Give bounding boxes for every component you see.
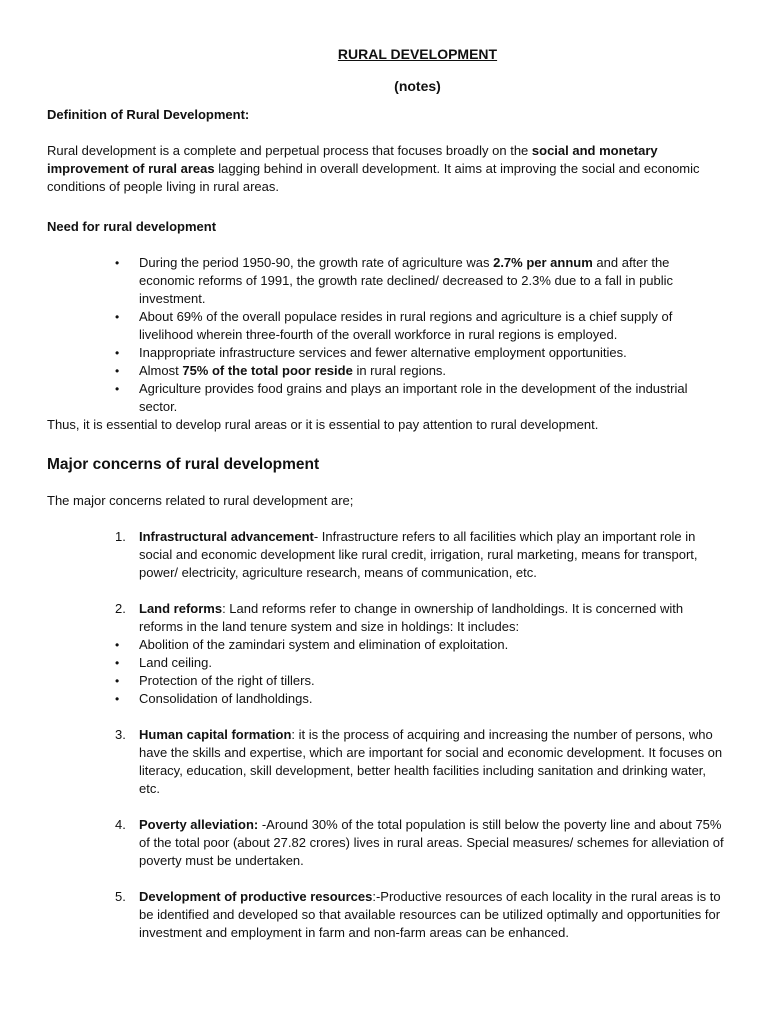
sublist-item bbox=[115, 672, 728, 690]
concern-title: Human capital formation bbox=[139, 727, 292, 742]
bullet-icon: • bbox=[115, 346, 120, 360]
concern-number: 3. bbox=[115, 727, 126, 742]
bullet-text: During the period 1950-90, the growth rate of agriculture was bbox=[139, 255, 494, 270]
concern-number: 1. bbox=[115, 529, 126, 544]
document-subtitle: (notes) bbox=[394, 78, 441, 94]
bullet-icon: • bbox=[115, 256, 120, 270]
concern-number: 5. bbox=[115, 889, 126, 904]
major-concerns-heading: Major concerns of rural development bbox=[47, 456, 320, 473]
concern-title: Land reforms bbox=[139, 601, 223, 616]
sublist-item bbox=[115, 654, 728, 672]
land-reforms-sublist bbox=[115, 636, 728, 708]
definition-text-b: lagging behind in overall development. It aims at improving the social and economic conditions of people living in rural areas. bbox=[47, 161, 700, 194]
bullet-text: and after the economic reforms of 1991, the growth rate declined/ decreased to 2.3% due to a fall in public investment. bbox=[139, 255, 674, 306]
bullet-bold: 2.7% per annum bbox=[493, 255, 593, 270]
bullet-text: in rural regions. bbox=[352, 363, 447, 378]
definition-heading: Definition of Rural Development: bbox=[47, 107, 250, 122]
concern-text: - Infrastructure refers to all facilities which play an important role in social and economic development like rural credit, irrigation, rural marketing, means for transport, power/ electricity, agriculture research, means of communication, etc. bbox=[139, 529, 698, 580]
major-concerns-intro: The major concerns related to rural development are; bbox=[47, 493, 354, 508]
need-bullet-item bbox=[115, 308, 728, 344]
concern-text: : Land reforms refer to change in ownership of landholdings. It is concerned with reforms in the land tenure system and size in holdings: It includes: bbox=[139, 601, 684, 634]
concern-title: Development of productive resources bbox=[139, 889, 373, 904]
bullet-icon: • bbox=[115, 638, 120, 652]
definition-bold: social and monetary improvement of rural areas bbox=[47, 143, 658, 176]
document-title: RURAL DEVELOPMENT bbox=[337, 46, 498, 62]
sublist-text: Consolidation of landholdings. bbox=[139, 691, 313, 706]
definition-paragraph bbox=[47, 142, 728, 196]
concern-title: Infrastructural advancement bbox=[139, 529, 314, 544]
bullet-icon: • bbox=[115, 310, 120, 324]
bullet-icon: • bbox=[115, 692, 120, 706]
concern-text: :-Productive resources of each locality in the rural areas is to be identified and developed so that available resources can be utilized optimally and opportunities for investment and employment in farm and non-farm areas can be enhanced. bbox=[139, 889, 721, 940]
need-heading: Need for rural development bbox=[47, 219, 217, 234]
sublist-item bbox=[115, 690, 728, 708]
bullet-text: Inappropriate infrastructure services and fewer alternative employment opportunities. bbox=[139, 345, 627, 360]
bullet-icon: • bbox=[115, 382, 120, 396]
sublist-text: Abolition of the zamindari system and elimination of exploitation. bbox=[139, 637, 509, 652]
concern-title: Poverty alleviation: bbox=[139, 817, 259, 832]
concern-text: -Around 30% of the total population is still below the poverty line and about 75% of the total poor (about 27.82 crores) lives in rural areas. Special measures/ schemes for alleviation of poverty must be undertaken. bbox=[139, 817, 724, 868]
bullet-text: About 69% of the overall populace resides in rural regions and agriculture is a chief supply of livelihood wherein three-fourth of the overall workforce in rural regions is employed. bbox=[139, 309, 673, 342]
bullet-text: Agriculture provides food grains and plays an important role in the development of the industrial sector. bbox=[139, 381, 688, 414]
concern-item-poverty bbox=[115, 816, 728, 870]
need-bullet-item bbox=[115, 380, 728, 416]
concern-item-infrastructure bbox=[115, 528, 728, 582]
concerns-list bbox=[47, 528, 728, 942]
bullet-icon: • bbox=[115, 674, 120, 688]
concern-item-productive-resources bbox=[115, 888, 728, 942]
bullet-icon: • bbox=[115, 364, 120, 378]
concern-text: : it is the process of acquiring and increasing the number of persons, who have the skills and expertise, which are important for social and economic development. It focuses on literacy, education, skill development, better health facilities including sanitation and drinking water, etc. bbox=[139, 727, 723, 796]
bullet-text: Almost bbox=[139, 363, 183, 378]
concern-item-human-capital bbox=[115, 726, 728, 798]
definition-text-a: Rural development is a complete and perpetual process that focuses broadly on the bbox=[47, 143, 532, 158]
need-bullet-list bbox=[47, 254, 728, 416]
concern-item-land-reforms bbox=[115, 600, 728, 708]
bullet-bold: 75% of the total poor reside bbox=[182, 363, 353, 378]
need-bullet-item bbox=[115, 344, 728, 362]
concern-number: 2. bbox=[115, 601, 126, 616]
concern-number: 4. bbox=[115, 817, 126, 832]
need-bullet-item bbox=[115, 362, 728, 380]
bullet-icon: • bbox=[115, 656, 120, 670]
need-conclusion: Thus, it is essential to develop rural areas or it is essential to pay attention to rural development. bbox=[47, 417, 599, 432]
sublist-text: Land ceiling. bbox=[139, 655, 212, 670]
sublist-text: Protection of the right of tillers. bbox=[139, 673, 315, 688]
need-bullet-item bbox=[115, 254, 728, 308]
sublist-item bbox=[115, 636, 728, 654]
